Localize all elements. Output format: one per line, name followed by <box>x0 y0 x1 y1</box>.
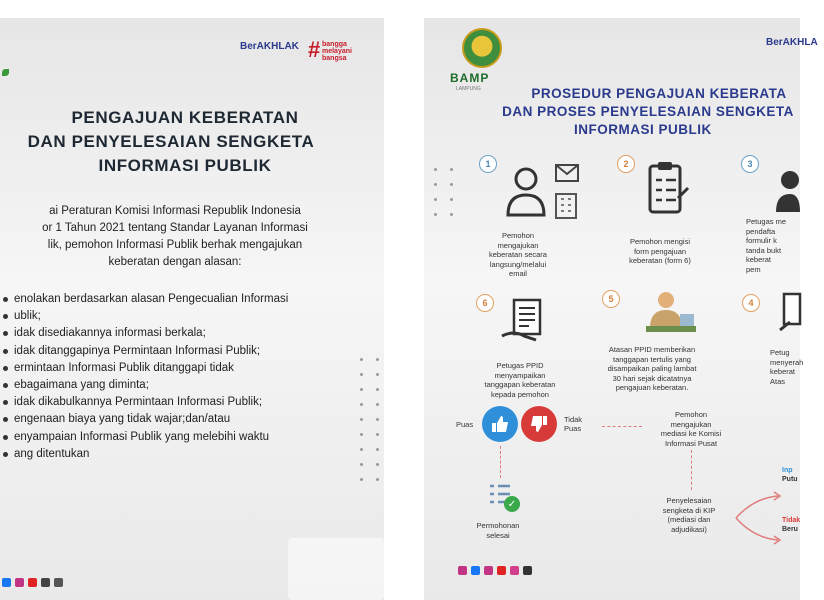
decorative-box <box>288 538 384 600</box>
step-number-4: 4 <box>742 294 760 312</box>
list-item: idak dikabulkannya Permintaan Informasi Publik; <box>0 394 330 411</box>
document-hand-icon <box>778 290 800 336</box>
step-number-3: 3 <box>741 155 759 173</box>
mediasi-text: Pemohon mengajukan mediasi ke Komisi Informasi Pusat <box>660 410 722 448</box>
step-number-5: 5 <box>602 290 620 308</box>
step-number-6: 6 <box>476 294 494 312</box>
facebook-icon[interactable] <box>2 578 11 587</box>
social-media-icons <box>458 566 532 575</box>
flow-arrow-down <box>500 446 501 478</box>
youtube-icon[interactable] <box>28 578 37 587</box>
right-infographic-panel <box>424 18 818 600</box>
branch-arrows <box>734 488 784 548</box>
tidak-puas-label: Tidak Puas <box>564 415 583 433</box>
step-number-1: 1 <box>479 155 497 173</box>
official-at-desk-icon <box>644 288 700 338</box>
tiktok-icon[interactable] <box>523 566 532 575</box>
youtube-icon[interactable] <box>497 566 506 575</box>
intro-paragraph: ai Peraturan Komisi Informasi Republik Indonesia or 1 Tahun 2021 tentang Standar Layanan Informasi lik, pemohon Informasi Publik berhak mengajukan keberatan dengan alasan: <box>42 205 308 268</box>
list-item: idak ditanggapinya Permintaan Informasi Publik; <box>0 343 330 360</box>
decorative-dot-grid <box>360 358 380 481</box>
leaf-logo-icon <box>2 69 9 76</box>
page-title-line-3: INFORMASI PUBLIK <box>98 156 272 175</box>
person-icon <box>506 163 550 223</box>
facebook-icon[interactable] <box>471 566 480 575</box>
left-document-panel <box>0 18 384 600</box>
document-handover-icon <box>500 296 546 346</box>
step-4-text: Petug menyerah keberat Atas <box>770 348 804 386</box>
outcome-inkracht: Inp Putu <box>782 467 798 483</box>
step-number-2: 2 <box>617 155 635 173</box>
infographic-title-line-3: INFORMASI PUBLIK <box>574 122 712 137</box>
bangga-melayani-logo: # bangga melayani bangsa <box>308 37 352 62</box>
tiktok-icon[interactable] <box>41 578 50 587</box>
list-item: ermintaan Informasi Publik ditanggapi tidak <box>0 360 330 377</box>
email-envelope-icon <box>554 163 580 183</box>
puas-label: Puas <box>456 420 474 429</box>
clipboard-form-icon <box>644 160 690 218</box>
infographic-title-line-1: PROSEDUR PENGAJUAN KEBERATA <box>531 86 787 101</box>
decorative-dot-grid <box>434 168 454 216</box>
social-media-icons <box>2 578 63 587</box>
thumbs-up-icon <box>482 406 518 442</box>
list-item: ang ditentukan <box>0 446 330 463</box>
office-building-icon <box>554 190 578 220</box>
list-item: enolakan berdasarkan alasan Pengecualian Informasi <box>0 291 330 308</box>
page-title-line-1: PENGAJUAN KEBERATAN <box>71 108 299 127</box>
berakhlak-logo: BerAKHLA <box>766 37 818 48</box>
twitter-icon[interactable] <box>54 578 63 587</box>
infographic-title-line-2: DAN PROSES PENYELESAIAN SENGKETA <box>502 104 794 119</box>
thumbs-down-icon <box>521 406 557 442</box>
outcome-tidak: Tidak Beru <box>782 517 801 533</box>
sengketa-text: Penyelesaian sengketa di KIP (mediasi dan adjudikasi) <box>662 496 716 534</box>
step-5-text: Atasan PPID memberikan tanggapan tertulis yang disampaikan paling lambat 30 hari sejak dicatatnya pengajuan keberatan. <box>607 345 697 392</box>
page-title-line-2: DAN PENYELESAIAN SENGKETA <box>27 132 315 151</box>
berakhlak-logo: BerAKHLAK <box>240 41 299 52</box>
bamp-logo-text: BAMP <box>450 71 490 85</box>
instagram-icon[interactable] <box>458 566 467 575</box>
reasons-list <box>0 291 330 463</box>
list-item: ebagaimana yang diminta; <box>0 377 330 394</box>
flow-arrow <box>602 426 642 427</box>
step-2-text: Pemohon mengisi form pengajuan keberatan (form 6) <box>629 237 691 265</box>
list-item: ublik; <box>0 308 330 325</box>
list-item: engenaan biaya yang tidak wajar;dan/atau <box>0 411 330 428</box>
permohonan-selesai-text: Permohonan selesai <box>476 521 520 540</box>
hash-icon: # <box>308 37 321 62</box>
list-item: enyampaian Informasi Publik yang melebihi waktu <box>0 429 330 446</box>
instagram-icon[interactable] <box>15 578 24 587</box>
check-icon: ✓ <box>504 496 520 512</box>
flow-arrow-down <box>691 450 692 490</box>
step-6-text: Petugas PPID menyampaikan tanggapan keberatan kepada pemohon <box>484 361 556 399</box>
step-1-text: Pemohon mengajukan keberatan secara langsung/melalui email <box>489 231 547 278</box>
threads-icon[interactable] <box>510 566 519 575</box>
list-item: idak disediakannya informasi berkala; <box>0 325 330 342</box>
bamp-logo-subtext: LAMPUNG <box>456 86 481 92</box>
instagram-alt-icon[interactable] <box>484 566 493 575</box>
step-3-text: Petugas me pendafta formulir k tanda bukt keberat pem <box>746 217 787 274</box>
officer-person-icon <box>774 168 800 218</box>
bamp-seal-logo <box>462 28 502 68</box>
